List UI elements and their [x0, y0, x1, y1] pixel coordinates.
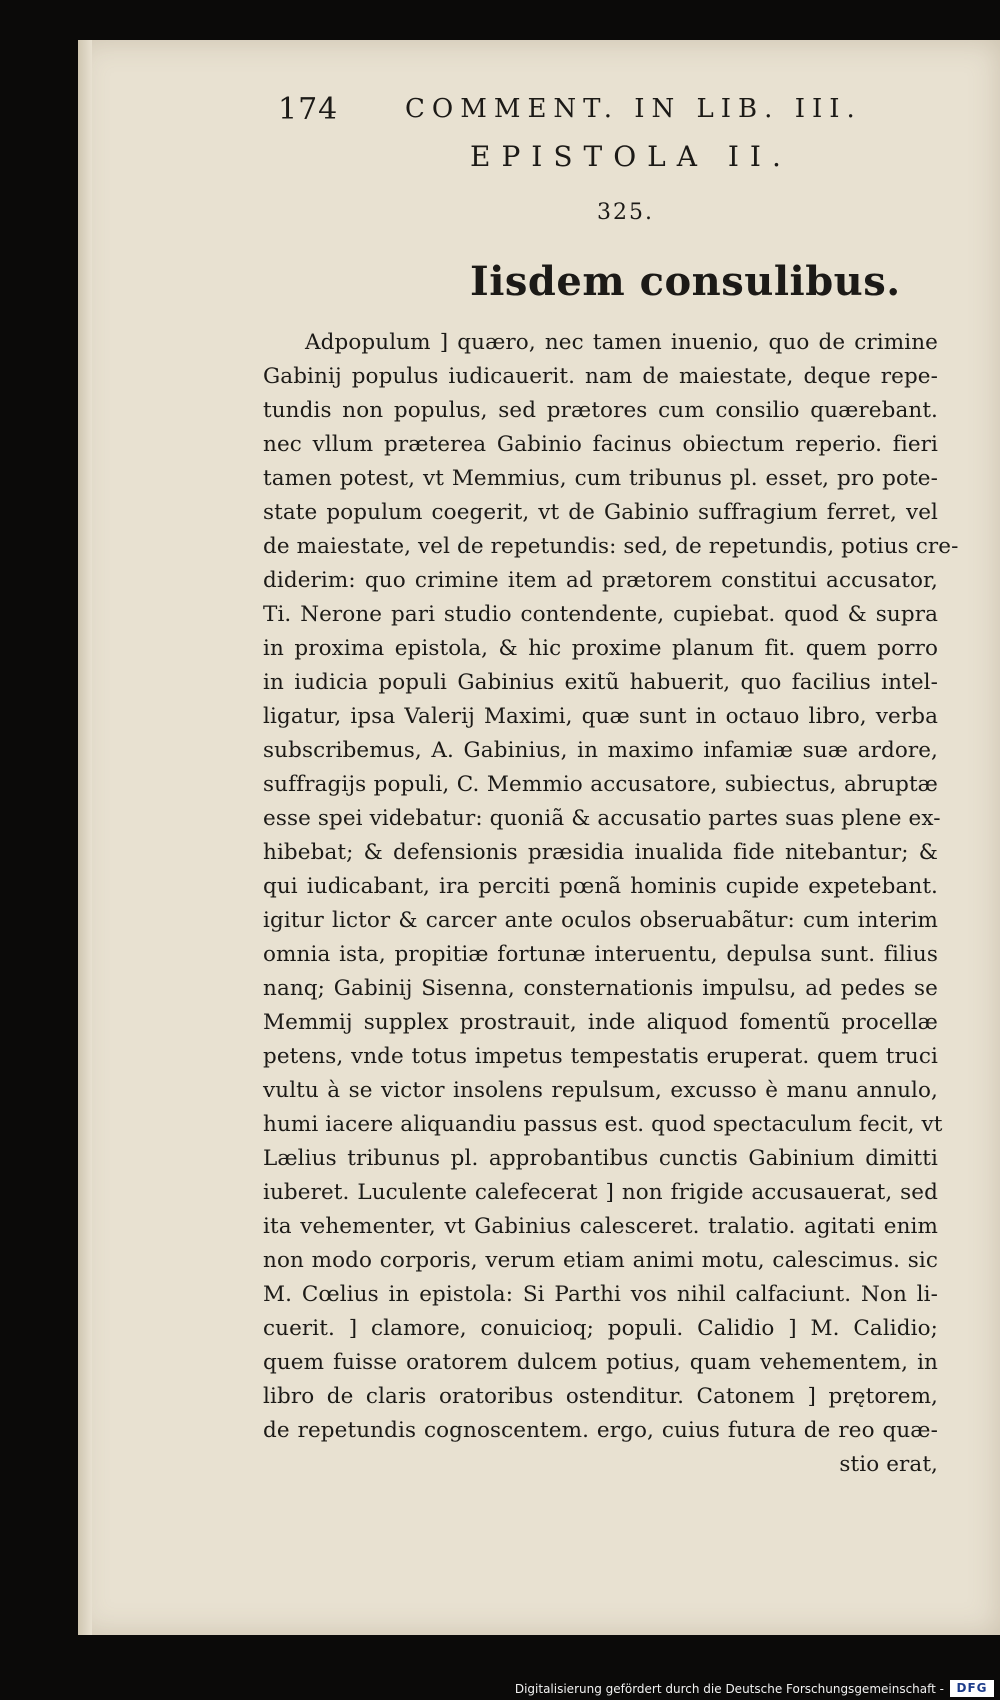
text-line: omnia ista, propitiæ fortunæ interuentu, depulsa sunt. filius	[263, 942, 938, 967]
text-line: in iudicia populi Gabinius exitũ habuerit, quo facilius intel-	[263, 670, 938, 695]
text-line: Ti. Nerone pari studio contendente, cupiebat. quod & supra	[263, 602, 938, 627]
text-line: in proxima epistola, & hic proxime planum fit. quem porro	[263, 636, 938, 661]
text-line: M. Cœlius in epistola: Si Parthi vos nihil calfaciunt. Non li-	[263, 1282, 938, 1307]
page-header	[0, 92, 1000, 132]
text-line: igitur lictor & carcer ante oculos obseruabãtur: cum interim	[263, 908, 938, 933]
text-line: humi iacere aliquandiu passus est. quod spectaculum fecit, vt	[263, 1112, 943, 1137]
text-line: esse spei videbatur: quoniã & accusatio partes suas plene ex-	[263, 806, 941, 831]
commentary-body	[263, 326, 959, 1482]
text-line: ligatur, ipsa Valerij Maximi, quæ sunt in octauo libro, verba	[263, 704, 938, 729]
text-line: ita vehementer, vt Gabinius calesceret. tralatio. agitati enim	[263, 1214, 938, 1239]
text-line: petens, vnde totus impetus tempestatis eruperat. quem truci	[263, 1044, 938, 1069]
running-head: COMMENT. IN LIB. III.	[405, 94, 862, 124]
text-line: subscribemus, A. Gabinius, in maximo infamiæ suæ ardore,	[263, 738, 938, 763]
text-line: qui iudicabant, ira perciti pœnã hominis cupide expetebant.	[263, 874, 938, 899]
text-line: stio erat,	[839, 1452, 938, 1477]
digitization-credit: Digitalisierung gefördert durch die Deutsche Forschungsgemeinschaft -	[514, 1682, 944, 1696]
text-line: nec vllum præterea Gabinio facinus obiectum reperio. fieri	[263, 432, 938, 457]
page-gutter-shadow	[78, 40, 92, 1635]
text-line: libro de claris oratoribus ostenditur. Catonem ] prętorem,	[263, 1384, 938, 1409]
epistle-title: EPISTOLA II.	[470, 140, 792, 173]
text-line: de maiestate, vel de repetundis: sed, de repetundis, potius cre-	[263, 534, 959, 559]
text-line: cuerit. ] clamore, conuicioq; populi. Calidio ] M. Calidio;	[263, 1316, 938, 1341]
text-line: iuberet. Luculente calefecerat ] non frigide accusauerat, sed	[263, 1180, 938, 1205]
text-line: tundis non populus, sed prætores cum consilio quærebant.	[263, 398, 938, 423]
text-line: non modo corporis, verum etiam animi motu, calescimus. sic	[263, 1248, 938, 1273]
text-line: Memmij supplex prostrauit, inde aliquod fomentũ procellæ	[263, 1010, 938, 1035]
text-line: state populum coegerit, vt de Gabinio suffragium ferret, vel	[263, 500, 938, 525]
dfg-logo: DFG	[950, 1680, 994, 1697]
text-line: vultu à se victor insolens repulsum, excusso è manu annulo,	[263, 1078, 938, 1103]
text-line: de repetundis cognoscentem. ergo, cuius futura de reo quæ-	[263, 1418, 938, 1443]
text-line: nanq; Gabinij Sisenna, consternationis impulsu, ad pedes se	[263, 976, 938, 1001]
letter-number: 325.	[597, 200, 654, 225]
text-line: tamen potest, vt Memmius, cum tribunus pl. esset, pro pote-	[263, 466, 938, 491]
page-number: 174	[278, 92, 339, 127]
section-heading: Iisdem consulibus.	[470, 258, 901, 305]
text-line: hibebat; & defensionis præsidia inualida fide nitebantur; &	[263, 840, 938, 865]
text-line: Adpopulum ] quæro, nec tamen inuenio, quo de crimine	[305, 330, 938, 355]
text-line: quem fuisse oratorem dulcem potius, quam vehementem, in	[263, 1350, 938, 1375]
text-line: Lælius tribunus pl. approbantibus cunctis Gabinium dimitti	[263, 1146, 938, 1171]
text-line: suffragijs populi, C. Memmio accusatore, subiectus, abruptæ	[263, 772, 938, 797]
text-line: diderim: quo crimine item ad prætorem constitui accusator,	[263, 568, 938, 593]
text-line: Gabinij populus iudicauerit. nam de maiestate, deque repe-	[263, 364, 938, 389]
